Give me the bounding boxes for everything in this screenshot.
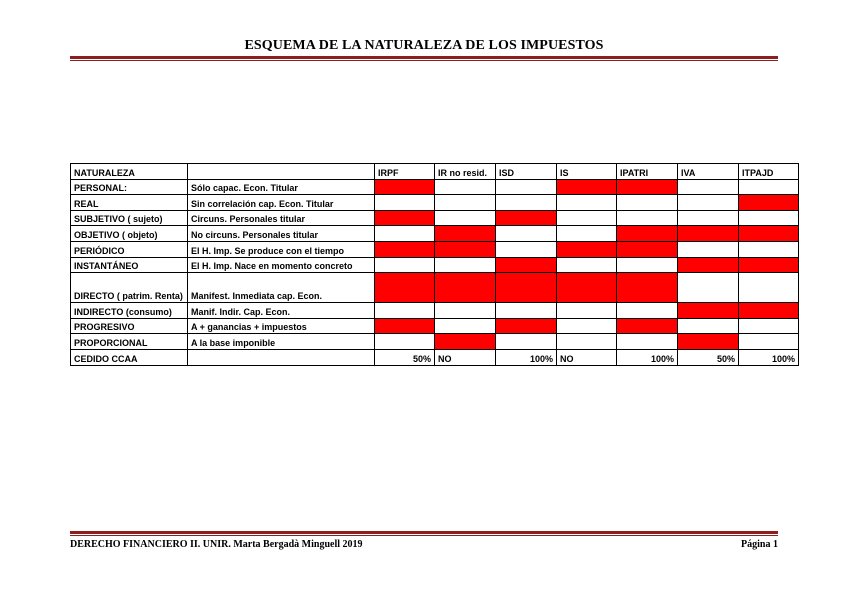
- tax-cell: [496, 241, 557, 257]
- tax-cell: [375, 179, 435, 195]
- row-description: [188, 349, 375, 365]
- column-header: IR no resid.: [435, 164, 496, 180]
- row-label: INDIRECTO (consumo): [71, 303, 188, 319]
- tax-cell: [496, 226, 557, 242]
- ceded-value: 50%: [375, 349, 435, 365]
- tax-cell: [435, 226, 496, 242]
- tax-cell: [496, 273, 557, 303]
- column-header: IPATRI: [617, 164, 678, 180]
- tax-cell: [678, 210, 739, 226]
- tax-cell: [557, 334, 617, 350]
- column-header: IS: [557, 164, 617, 180]
- tax-cell: [496, 303, 557, 319]
- tax-cell: [557, 273, 617, 303]
- tax-cell: [375, 334, 435, 350]
- tax-cell: [617, 210, 678, 226]
- tax-cell: [678, 318, 739, 334]
- nature-table: [70, 163, 799, 366]
- tax-cell: [557, 257, 617, 273]
- column-header: ITPAJD: [739, 164, 799, 180]
- tax-cell: [617, 195, 678, 211]
- tax-cell: [435, 210, 496, 226]
- ceded-value: NO: [435, 349, 496, 365]
- table-row: [71, 179, 799, 195]
- tax-cell: [435, 334, 496, 350]
- tax-cell: [739, 303, 799, 319]
- tax-cell: [739, 179, 799, 195]
- tax-cell: [617, 241, 678, 257]
- tax-cell: [496, 179, 557, 195]
- tax-cell: [496, 257, 557, 273]
- row-description: Sólo capac. Econ. Titular: [188, 179, 375, 195]
- row-label: PROGRESIVO: [71, 318, 188, 334]
- row-description: A la base imponible: [188, 334, 375, 350]
- tax-cell: [435, 195, 496, 211]
- tax-cell: [375, 318, 435, 334]
- tax-cell: [678, 195, 739, 211]
- table-row: [71, 318, 799, 334]
- column-header: IVA: [678, 164, 739, 180]
- tax-cell: [557, 195, 617, 211]
- ceded-value: NO: [557, 349, 617, 365]
- column-header: NATURALEZA: [71, 164, 188, 180]
- tax-cell: [557, 179, 617, 195]
- tax-cell: [617, 334, 678, 350]
- row-description: A + ganancias + impuestos: [188, 318, 375, 334]
- tax-cell: [557, 241, 617, 257]
- tax-cell: [678, 226, 739, 242]
- column-header: ISD: [496, 164, 557, 180]
- tax-cell: [435, 241, 496, 257]
- header-rule: [70, 56, 778, 61]
- tax-cell: [678, 334, 739, 350]
- tax-cell: [557, 226, 617, 242]
- tax-cell: [375, 273, 435, 303]
- column-header: IRPF: [375, 164, 435, 180]
- tax-cell: [435, 273, 496, 303]
- tax-cell: [739, 195, 799, 211]
- tax-cell: [617, 179, 678, 195]
- row-description: El H. Imp. Nace en momento concreto: [188, 257, 375, 273]
- tax-cell: [678, 273, 739, 303]
- row-label: SUBJETIVO ( sujeto): [71, 210, 188, 226]
- ceded-value: 50%: [678, 349, 739, 365]
- tax-cell: [739, 226, 799, 242]
- row-label: CEDIDO CCAA: [71, 349, 188, 365]
- header-row: [71, 164, 799, 180]
- tax-cell: [739, 210, 799, 226]
- tax-cell: [739, 257, 799, 273]
- row-label: REAL: [71, 195, 188, 211]
- row-label: PROPORCIONAL: [71, 334, 188, 350]
- ceded-row: [71, 349, 799, 365]
- footer-page-number: Página 1: [741, 539, 778, 550]
- tax-cell: [496, 195, 557, 211]
- tax-cell: [678, 179, 739, 195]
- tax-cell: [557, 318, 617, 334]
- tax-cell: [739, 318, 799, 334]
- tax-cell: [375, 241, 435, 257]
- tax-cell: [496, 210, 557, 226]
- table-row: [71, 273, 799, 303]
- tax-cell: [375, 226, 435, 242]
- row-description: No circuns. Personales titular: [188, 226, 375, 242]
- row-label: PERIÓDICO: [71, 241, 188, 257]
- tax-cell: [435, 179, 496, 195]
- row-description: Circuns. Personales titular: [188, 210, 375, 226]
- ceded-value: 100%: [617, 349, 678, 365]
- tax-cell: [375, 303, 435, 319]
- tax-cell: [557, 303, 617, 319]
- row-label: INSTANTÁNEO: [71, 257, 188, 273]
- tax-cell: [617, 226, 678, 242]
- ceded-value: 100%: [496, 349, 557, 365]
- tax-cell: [617, 257, 678, 273]
- tax-cell: [435, 318, 496, 334]
- table-row: [71, 210, 799, 226]
- tax-cell: [739, 241, 799, 257]
- tax-cell: [617, 273, 678, 303]
- table-row: [71, 303, 799, 319]
- tax-cell: [678, 241, 739, 257]
- footer-rule: [70, 531, 778, 536]
- table-row: [71, 241, 799, 257]
- tax-cell: [375, 210, 435, 226]
- row-description: Manif. Indir. Cap. Econ.: [188, 303, 375, 319]
- ceded-value: 100%: [739, 349, 799, 365]
- column-header: [188, 164, 375, 180]
- row-description: El H. Imp. Se produce con el tiempo: [188, 241, 375, 257]
- table-row: [71, 195, 799, 211]
- tax-cell: [496, 334, 557, 350]
- tax-cell: [739, 273, 799, 303]
- table-row: [71, 257, 799, 273]
- tax-cell: [678, 257, 739, 273]
- table-row: [71, 226, 799, 242]
- row-label: PERSONAL:: [71, 179, 188, 195]
- row-label: OBJETIVO ( objeto): [71, 226, 188, 242]
- tax-cell: [617, 318, 678, 334]
- row-description: Sin correlación cap. Econ. Titular: [188, 195, 375, 211]
- row-label: DIRECTO ( patrim. Renta): [71, 273, 188, 303]
- tax-cell: [375, 195, 435, 211]
- tax-cell: [739, 334, 799, 350]
- tax-cell: [435, 257, 496, 273]
- tax-cell: [678, 303, 739, 319]
- row-description: Manifest. Inmediata cap. Econ.: [188, 273, 375, 303]
- table-row: [71, 334, 799, 350]
- footer-author: DERECHO FINANCIERO II. UNIR. Marta Bergadà Minguell 2019: [70, 539, 363, 550]
- tax-cell: [375, 257, 435, 273]
- tax-cell: [557, 210, 617, 226]
- tax-cell: [496, 318, 557, 334]
- tax-cell: [435, 303, 496, 319]
- page-title: ESQUEMA DE LA NATURALEZA DE LOS IMPUESTOS: [244, 38, 604, 53]
- tax-cell: [617, 303, 678, 319]
